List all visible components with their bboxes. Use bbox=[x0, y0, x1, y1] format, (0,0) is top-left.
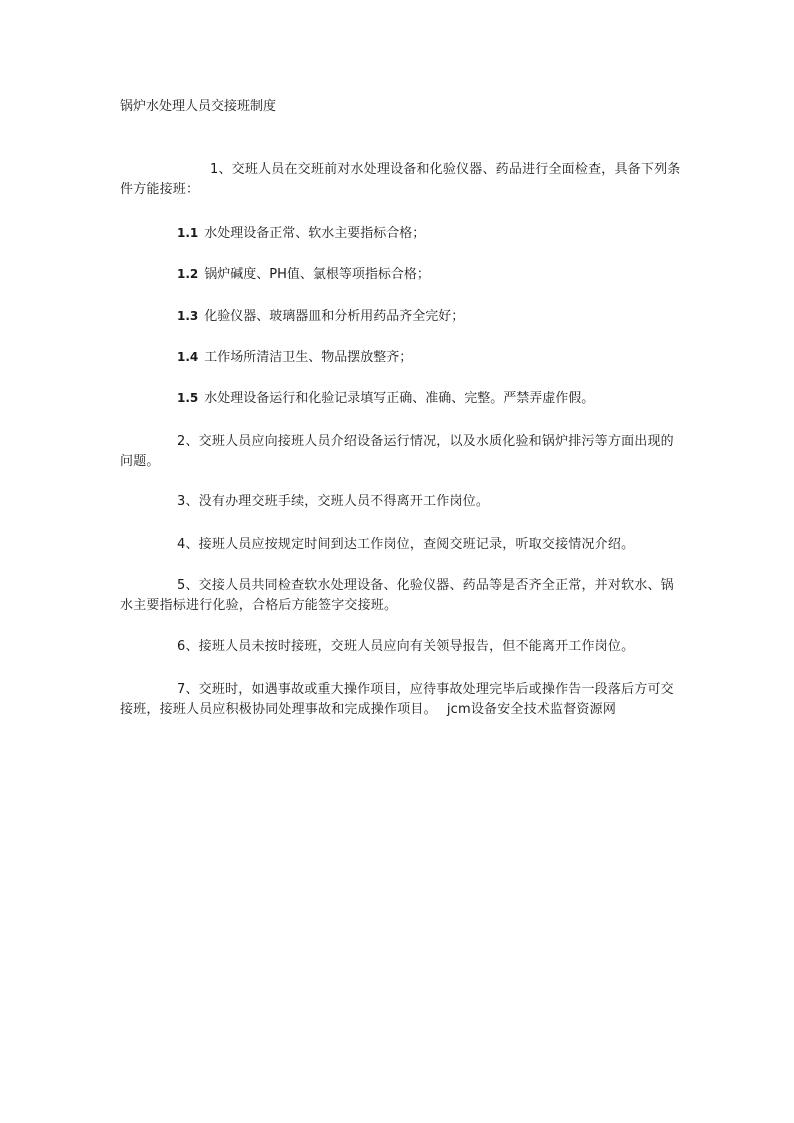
item-number: 1.1 bbox=[177, 226, 199, 240]
paragraph-7 bbox=[120, 680, 685, 720]
list-item bbox=[177, 307, 464, 326]
paragraph-7-text: 7、交班时，如遇事故或重大操作项目，应待事故处理完毕后或操作告一段落后方可交接班，接班人员应积极协同处理事故和完成操作项目。 bbox=[120, 682, 674, 717]
item-text: 水处理设备正常、软水主要指标合格； bbox=[204, 226, 426, 241]
item-text: 水处理设备运行和化验记录填写正确、准确、完整。严禁弄虚作假。 bbox=[204, 391, 595, 406]
paragraph-2: 2、交班人员应向接班人员介绍设备运行情况，以及水质化验和锅炉排污等方面出现的问题。 bbox=[120, 434, 674, 469]
paragraph-3: 3、没有办理交班手续，交班人员不得离开工作岗位。 bbox=[177, 494, 490, 509]
paragraph-1: 1、交班人员在交班前对水处理设备和化验仪器、药品进行全面检查，具备下列条件方能接班： bbox=[120, 162, 681, 197]
list-item bbox=[177, 389, 594, 408]
list-item bbox=[177, 224, 425, 243]
item-number: 1.5 bbox=[177, 391, 199, 405]
document-title: 锅炉水处理人员交接班制度 bbox=[120, 99, 277, 114]
item-text: 化验仪器、玻璃器皿和分析用药品齐全完好； bbox=[204, 309, 465, 324]
item-text: 工作场所清洁卫生、物品摆放整齐； bbox=[204, 350, 413, 365]
item-number: 1.4 bbox=[177, 350, 199, 364]
item-number: 1.3 bbox=[177, 309, 199, 323]
item-text: 锅炉碱度、PH值、氯根等项指标合格； bbox=[204, 267, 430, 282]
list-item bbox=[177, 265, 430, 284]
paragraph-4: 4、接班人员应按规定时间到达工作岗位，查阅交班记录，听取交接情况介绍。 bbox=[177, 537, 635, 552]
paragraph-6: 6、接班人员未按时接班，交班人员应向有关领导报告，但不能离开工作岗位。 bbox=[177, 639, 635, 654]
watermark-text: jcm设备安全技术监督资源网 bbox=[446, 702, 617, 717]
item-number: 1.2 bbox=[177, 267, 199, 281]
list-item bbox=[177, 348, 412, 367]
paragraph-5: 5、交接人员共同检查软水处理设备、化验仪器、药品等是否齐全正常，并对软水、锅水主要指标进行化验，合格后方能签字交接班。 bbox=[120, 578, 674, 613]
